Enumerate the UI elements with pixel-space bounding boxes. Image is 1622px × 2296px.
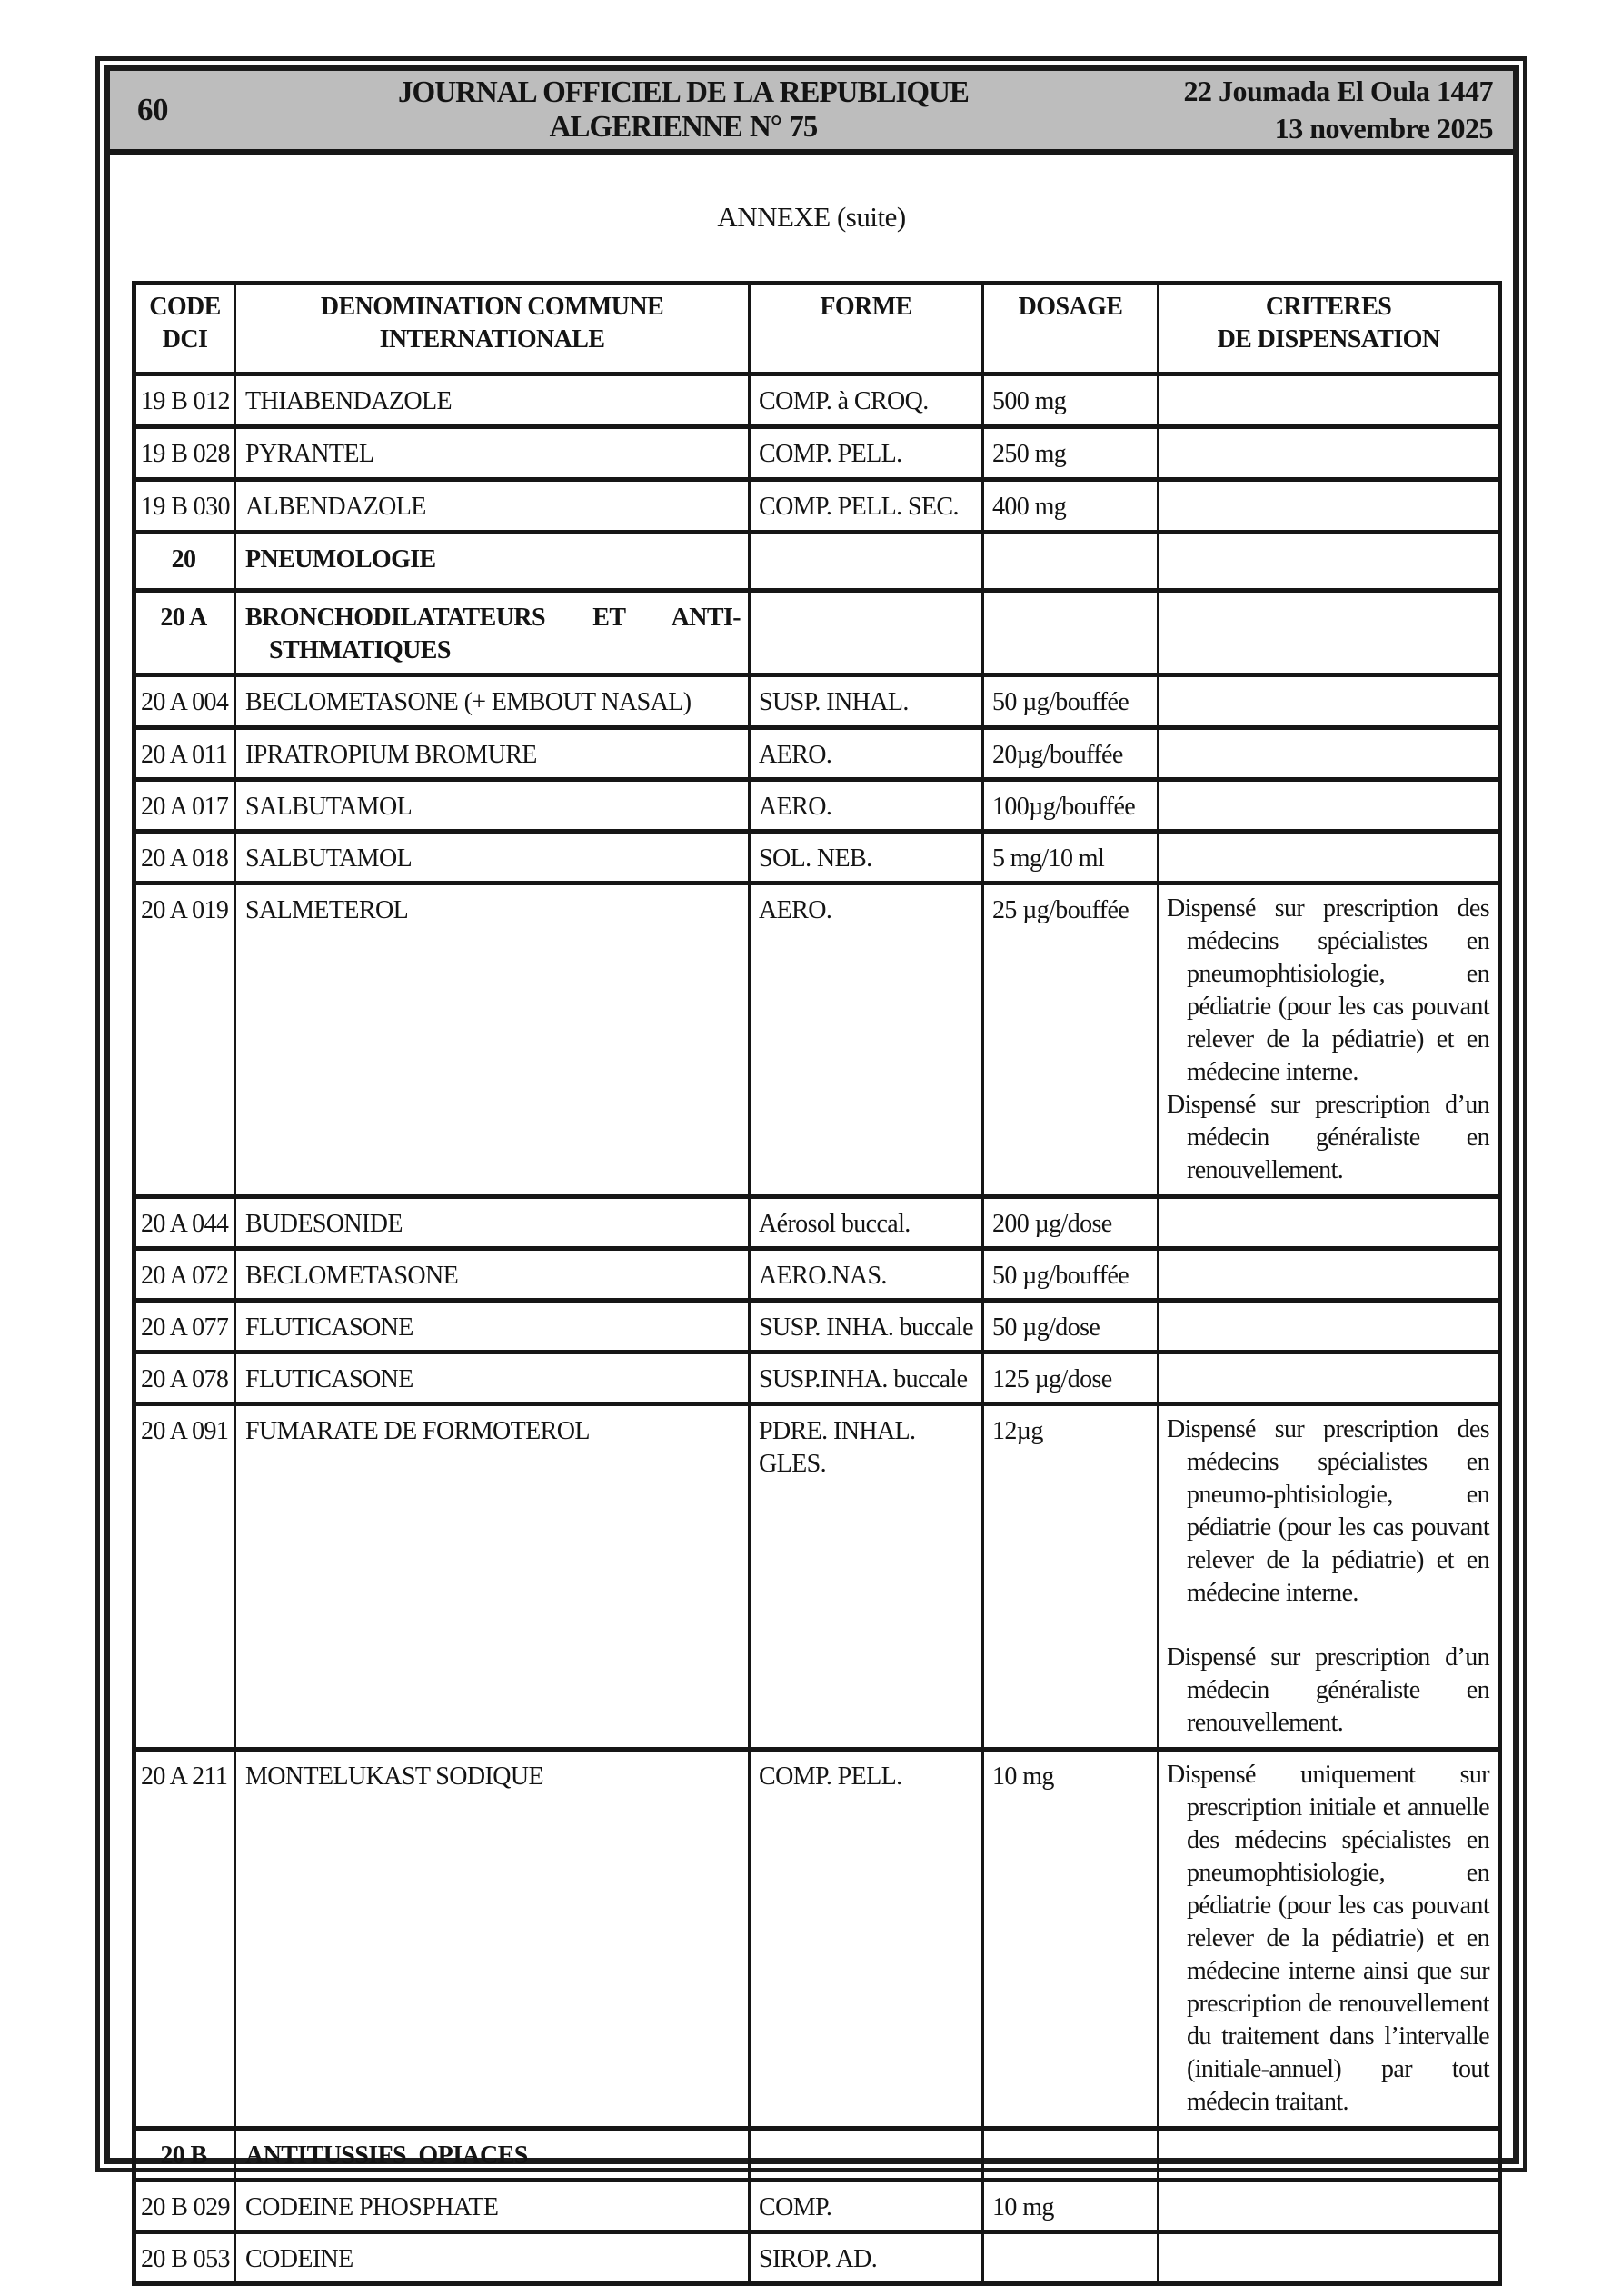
cell-dci: BUDESONIDE — [235, 1197, 750, 1249]
table-row — [134, 2181, 1500, 2232]
column-header-4: CRITERES DE DISPENSATION — [1159, 284, 1500, 374]
cell-dci: ANTITUSSIFS OPIACES — [235, 2129, 750, 2181]
cell-criteres — [1159, 427, 1500, 480]
cell-criteres — [1159, 591, 1500, 675]
cell-dci: ALBENDAZOLE — [235, 480, 750, 533]
table-row — [134, 1404, 1500, 1750]
cell-criteres — [1159, 2232, 1500, 2284]
cell-code: 20 A 044 — [134, 1197, 235, 1249]
table-row — [134, 2129, 1500, 2181]
cell-code: 20 B — [134, 2129, 235, 2181]
table-header — [134, 284, 1500, 374]
cell-forme — [750, 533, 983, 591]
annex-table — [132, 281, 1502, 2286]
cell-dci: IPRATROPIUM BROMURE — [235, 728, 750, 780]
table-row — [134, 832, 1500, 883]
cell-dosage: 5 mg/10 ml — [983, 832, 1159, 883]
cell-dci: MONTELUKAST SODIQUE — [235, 1750, 750, 2129]
cell-criteres — [1159, 374, 1500, 427]
cell-code: 20 B 053 — [134, 2232, 235, 2284]
column-header-1: DENOMINATION COMMUNE INTERNATIONALE — [235, 284, 750, 374]
cell-dosage: 12µg — [983, 1404, 1159, 1750]
cell-code: 20 A 077 — [134, 1301, 235, 1353]
column-header-0: CODE DCI — [134, 284, 235, 374]
cell-dosage: 50 µg/dose — [983, 1301, 1159, 1353]
cell-criteres — [1159, 1197, 1500, 1249]
table-row — [134, 427, 1500, 480]
cell-forme: AERO.NAS. — [750, 1249, 983, 1301]
cell-criteres — [1159, 533, 1500, 591]
criteria-paragraph: Dispensé sur prescription d’un médecin généraliste en renouvellement. — [1167, 1091, 1489, 1184]
table-row — [134, 1249, 1500, 1301]
cell-forme: AERO. — [750, 780, 983, 832]
cell-dosage: 250 mg — [983, 427, 1159, 480]
cell-forme: SUSP. INHA. buccale — [750, 1301, 983, 1353]
cell-criteres — [1159, 1301, 1500, 1353]
cell-code: 20 A 011 — [134, 728, 235, 780]
cell-criteres — [1159, 1353, 1500, 1404]
cell-dci: PNEUMOLOGIE — [235, 533, 750, 591]
cell-dci: THIABENDAZOLE — [235, 374, 750, 427]
cell-forme: SOL. NEB. — [750, 832, 983, 883]
cell-criteres — [1159, 832, 1500, 883]
cell-dosage: 20µg/bouffée — [983, 728, 1159, 780]
criteria-paragraph: Dispensé sur prescription des médecins spécialistes en pneumo-phtisiologie, en pédiatrie (pour les cas pouvant relever de la pédiatrie) et en médecine interne. — [1167, 1415, 1489, 1607]
cell-dci: BRONCHODILATATEURS ET ANTI- STHMATIQUES — [235, 591, 750, 675]
cell-forme: SIROP. AD. — [750, 2232, 983, 2284]
cell-forme: SUSP. INHAL. — [750, 675, 983, 728]
cell-criteres — [1159, 675, 1500, 728]
cell-dci: FLUTICASONE — [235, 1301, 750, 1353]
cell-forme: Aérosol buccal. — [750, 1197, 983, 1249]
table-row — [134, 1353, 1500, 1404]
cell-dosage: 50 µg/bouffée — [983, 675, 1159, 728]
table-row — [134, 533, 1500, 591]
cell-dosage — [983, 591, 1159, 675]
table-header-row — [134, 284, 1500, 374]
cell-forme — [750, 591, 983, 675]
cell-code: 19 B 030 — [134, 480, 235, 533]
cell-dosage: 100µg/bouffée — [983, 780, 1159, 832]
column-header-2: FORME — [750, 284, 983, 374]
page-inner-box — [104, 65, 1519, 2273]
cell-code: 20 A 004 — [134, 675, 235, 728]
cell-dci: FUMARATE DE FORMOTEROL — [235, 1404, 750, 1750]
date-gregorian: 13 novembre 2025 — [1274, 112, 1493, 145]
cell-forme: PDRE. INHAL. GLES. — [750, 1404, 983, 1750]
table-row — [134, 780, 1500, 832]
header-band — [110, 71, 1513, 155]
cell-dosage: 10 mg — [983, 2181, 1159, 2232]
cell-dosage: 125 µg/dose — [983, 1353, 1159, 1404]
cell-code: 20 A 072 — [134, 1249, 235, 1301]
table-row — [134, 2232, 1500, 2284]
cell-dosage: 10 mg — [983, 1750, 1159, 2129]
cell-criteres — [1159, 883, 1500, 1197]
cell-criteres — [1159, 1750, 1500, 2129]
cell-forme: SUSP.INHA. buccale — [750, 1353, 983, 1404]
column-header-3: DOSAGE — [983, 284, 1159, 374]
cell-criteres — [1159, 728, 1500, 780]
publication-dates — [1057, 73, 1493, 147]
page-number: 60 — [137, 92, 168, 127]
cell-code: 20 A 211 — [134, 1750, 235, 2129]
cell-code: 20 A 017 — [134, 780, 235, 832]
cell-criteres — [1159, 1249, 1500, 1301]
table-row — [134, 374, 1500, 427]
criteria-paragraph: Dispensé sur prescription d’un médecin généraliste en renouvellement. — [1167, 1643, 1489, 1737]
cell-dosage — [983, 2129, 1159, 2181]
table-row — [134, 1197, 1500, 1249]
cell-code: 20 A — [134, 591, 235, 675]
journal-title: JOURNAL OFFICIEL DE LA REPUBLIQUE ALGERIENNE N° 75 — [398, 75, 969, 144]
cell-code: 20 — [134, 533, 235, 591]
cell-forme: COMP. à CROQ. — [750, 374, 983, 427]
criteria-paragraph: Dispensé sur prescription des médecins spécialistes en pneumophtisiologie, en pédiatrie (pour les cas pouvant relever de la pédiatrie) et en médecine interne. — [1167, 894, 1489, 1086]
cell-criteres — [1159, 1404, 1500, 1750]
cell-dci: FLUTICASONE — [235, 1353, 750, 1404]
cell-forme: COMP. PELL. SEC. — [750, 480, 983, 533]
cell-dosage: 25 µg/bouffée — [983, 883, 1159, 1197]
table-row — [134, 1301, 1500, 1353]
cell-code: 20 A 019 — [134, 883, 235, 1197]
cell-code: 20 A 018 — [134, 832, 235, 883]
page-border-box — [95, 56, 1527, 2273]
cell-dci: CODEINE — [235, 2232, 750, 2284]
cell-dci: BECLOMETASONE — [235, 1249, 750, 1301]
cell-dci: SALBUTAMOL — [235, 832, 750, 883]
table-row — [134, 675, 1500, 728]
table-row — [134, 883, 1500, 1197]
cell-dci: BECLOMETASONE (+ EMBOUT NASAL) — [235, 675, 750, 728]
cell-dosage — [983, 2232, 1159, 2284]
cell-criteres — [1159, 780, 1500, 832]
cell-code: 19 B 028 — [134, 427, 235, 480]
cell-forme — [750, 2129, 983, 2181]
cell-forme: COMP. PELL. — [750, 427, 983, 480]
table-row — [134, 480, 1500, 533]
cell-dosage: 50 µg/bouffée — [983, 1249, 1159, 1301]
table-row — [134, 1750, 1500, 2129]
criteria-paragraph: Dispensé uniquement sur prescription initiale et annuelle des médecins spécialistes en pneumophtisiologie, en pédiatrie (pour les cas pouvant relever de la pédiatrie) et en médecine interne ainsi que sur prescription de renouvellement du traitement dans l’intervalle (initiale-annuel) par tout médecin traitant. — [1167, 1761, 1489, 2116]
cell-dci: CODEINE PHOSPHATE — [235, 2181, 750, 2232]
date-hijri: 22 Joumada El Oula 1447 — [1183, 75, 1493, 107]
cell-criteres — [1159, 2129, 1500, 2181]
cell-code: 20 A 078 — [134, 1353, 235, 1404]
cell-dosage — [983, 533, 1159, 591]
table-row — [134, 728, 1500, 780]
annexe-title: ANNEXE (suite) — [717, 201, 906, 233]
cell-dci: PYRANTEL — [235, 427, 750, 480]
table-row — [134, 591, 1500, 675]
cell-forme: COMP. — [750, 2181, 983, 2232]
cell-criteres — [1159, 2181, 1500, 2232]
cell-code: 20 A 091 — [134, 1404, 235, 1750]
cell-dci: SALBUTAMOL — [235, 780, 750, 832]
cell-dosage: 400 mg — [983, 480, 1159, 533]
cell-code: 20 B 029 — [134, 2181, 235, 2232]
cell-code: 19 B 012 — [134, 374, 235, 427]
cell-dosage: 500 mg — [983, 374, 1159, 427]
cell-criteres — [1159, 480, 1500, 533]
cell-forme: COMP. PELL. — [750, 1750, 983, 2129]
cell-forme: AERO. — [750, 728, 983, 780]
cell-dci: SALMETEROL — [235, 883, 750, 1197]
table-body — [134, 374, 1500, 2284]
cell-dosage: 200 µg/dose — [983, 1197, 1159, 1249]
cell-forme: AERO. — [750, 883, 983, 1197]
